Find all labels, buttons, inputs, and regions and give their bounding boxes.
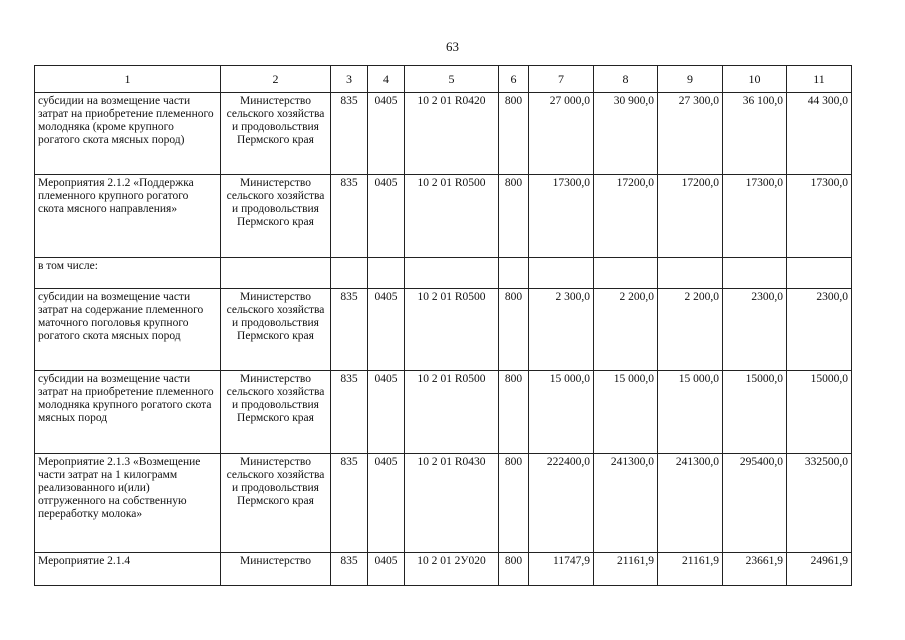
cell-c6: 800 [499,454,529,553]
cell-c9: 21161,9 [658,553,723,586]
cell-name: Мероприятие 2.1.4 [35,553,221,586]
cell-name: субсидии на возмещение части затрат на приобретение племенного молодняка крупного рогатого скота мясных пород [35,371,221,454]
cell-c8: 21161,9 [594,553,658,586]
cell-c7: 2 300,0 [529,289,594,371]
cell-org: Министерство сельского хозяйства и продовольствия Пермского края [221,454,331,553]
header-cell-3: 3 [331,66,368,93]
cell-c10 [723,258,787,289]
cell-c10: 36 100,0 [723,93,787,175]
cell-c11 [787,258,852,289]
cell-c4: 0405 [368,175,405,258]
cell-c11: 17300,0 [787,175,852,258]
cell-c10: 15000,0 [723,371,787,454]
cell-c3: 835 [331,454,368,553]
header-cell-5: 5 [405,66,499,93]
cell-c7 [529,258,594,289]
header-cell-6: 6 [499,66,529,93]
cell-name: Мероприятие 2.1.3 «Возмещение части затрат на 1 килограмм реализованного и(или) отгруженного на собственную переработку молока» [35,454,221,553]
cell-c11: 44 300,0 [787,93,852,175]
page-number: 63 [446,39,459,54]
budget-table [34,65,852,586]
cell-name: субсидии на возмещение части затрат на приобретение племенного молодняка (кроме крупного рогатого скота мясных пород) [35,93,221,175]
cell-c11: 15000,0 [787,371,852,454]
header-cell-7: 7 [529,66,594,93]
cell-c3: 835 [331,553,368,586]
cell-org: Министерство сельского хозяйства и продовольствия Пермского края [221,289,331,371]
header-cell-11: 11 [787,66,852,93]
cell-c6: 800 [499,175,529,258]
cell-c10: 2300,0 [723,289,787,371]
header-cell-1: 1 [35,66,221,93]
cell-c5 [405,258,499,289]
cell-c8 [594,258,658,289]
cell-c4 [368,258,405,289]
cell-c11: 24961,9 [787,553,852,586]
cell-c8: 17200,0 [594,175,658,258]
cell-c3 [331,258,368,289]
cell-c4: 0405 [368,454,405,553]
cell-c4: 0405 [368,371,405,454]
cell-c9: 2 200,0 [658,289,723,371]
header-cell-4: 4 [368,66,405,93]
cell-c4: 0405 [368,93,405,175]
cell-c3: 835 [331,93,368,175]
cell-name: в том числе: [35,258,221,289]
cell-c8: 15 000,0 [594,371,658,454]
cell-c8: 30 900,0 [594,93,658,175]
cell-name: Мероприятия 2.1.2 «Поддержка племенного крупного рогатого скота мясного направления» [35,175,221,258]
table-row [35,454,852,553]
cell-c8: 241300,0 [594,454,658,553]
cell-org: Министерство сельского хозяйства и продовольствия Пермского края [221,371,331,454]
table-row [35,371,852,454]
header-cell-8: 8 [594,66,658,93]
cell-c5: 10 2 01 R0420 [405,93,499,175]
cell-c6: 800 [499,371,529,454]
cell-c3: 835 [331,289,368,371]
cell-c4: 0405 [368,553,405,586]
table-row [35,93,852,175]
table-row [35,289,852,371]
cell-c9: 27 300,0 [658,93,723,175]
cell-c6 [499,258,529,289]
cell-c10: 295400,0 [723,454,787,553]
cell-c8: 2 200,0 [594,289,658,371]
cell-c6: 800 [499,289,529,371]
cell-c5: 10 2 01 2У020 [405,553,499,586]
cell-c6: 800 [499,93,529,175]
cell-c5: 10 2 01 R0430 [405,454,499,553]
cell-c7: 17300,0 [529,175,594,258]
cell-org: Министерство сельского хозяйства и продовольствия Пермского края [221,93,331,175]
cell-c5: 10 2 01 R0500 [405,289,499,371]
cell-c9 [658,258,723,289]
cell-c5: 10 2 01 R0500 [405,175,499,258]
cell-org: Министерство [221,553,331,586]
table-row [35,258,852,289]
cell-c3: 835 [331,371,368,454]
header-cell-10: 10 [723,66,787,93]
cell-c9: 17200,0 [658,175,723,258]
cell-c7: 27 000,0 [529,93,594,175]
cell-org: Министерство сельского хозяйства и продовольствия Пермского края [221,175,331,258]
header-cell-2: 2 [221,66,331,93]
table-row [35,175,852,258]
cell-c11: 2300,0 [787,289,852,371]
cell-c9: 15 000,0 [658,371,723,454]
cell-c11: 332500,0 [787,454,852,553]
table-header-row [35,66,852,93]
cell-c6: 800 [499,553,529,586]
cell-c10: 17300,0 [723,175,787,258]
header-cell-9: 9 [658,66,723,93]
cell-name: субсидии на возмещение части затрат на содержание племенного маточного поголовья крупного рогатого скота мясных пород [35,289,221,371]
cell-c7: 11747,9 [529,553,594,586]
cell-c7: 222400,0 [529,454,594,553]
table-row [35,553,852,586]
cell-c10: 23661,9 [723,553,787,586]
cell-c7: 15 000,0 [529,371,594,454]
cell-c4: 0405 [368,289,405,371]
cell-org [221,258,331,289]
cell-c3: 835 [331,175,368,258]
cell-c9: 241300,0 [658,454,723,553]
cell-c5: 10 2 01 R0500 [405,371,499,454]
